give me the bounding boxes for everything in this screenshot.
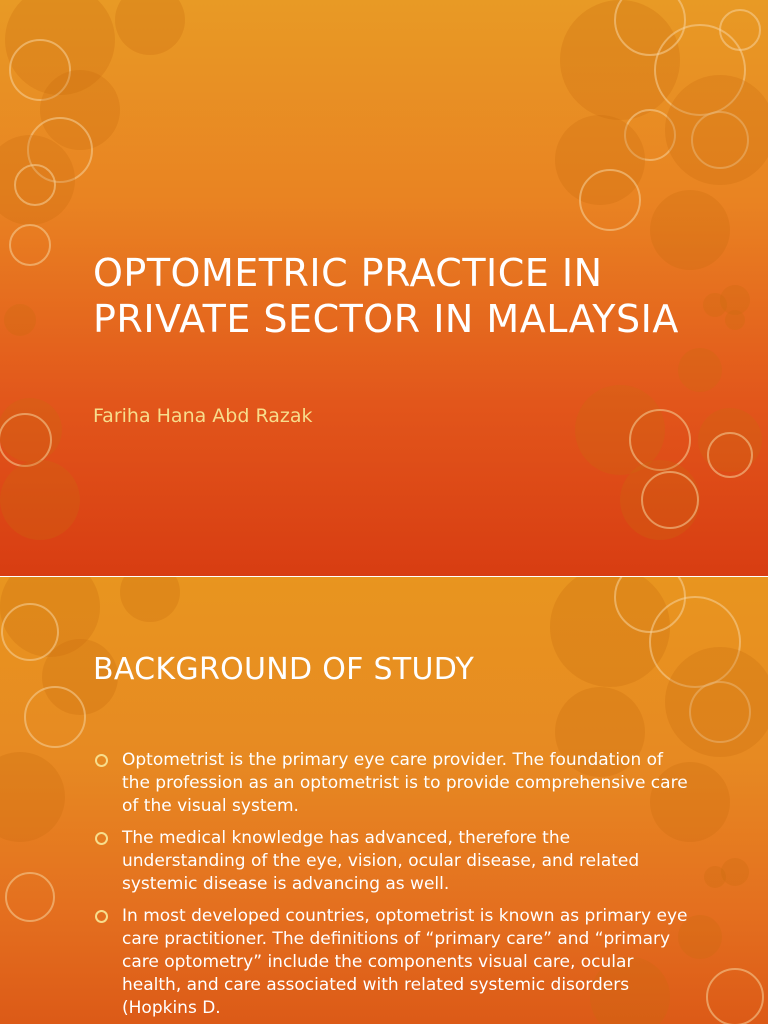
circle-bullet-icon xyxy=(95,754,108,767)
circle-bullet-icon xyxy=(95,832,108,845)
slide-subtitle: Fariha Hana Abd Razak xyxy=(93,405,313,427)
bullet-text: The medical knowledge has advanced, therefore the understanding of the eye, vision, ocular disease, and related systemic disease is advancing as well. xyxy=(122,828,640,894)
bullet-text: In most developed countries, optometrist is known as primary eye care practitioner. The definitions of “primary care” and “primary care optometry” include the components visual care, ocular health, and care associated with related systemic disorders (Hopkins D. xyxy=(122,906,688,1018)
slide-title: OPTOMETRIC PRACTICE IN PRIVATE SECTOR IN MALAYSIA xyxy=(93,251,679,341)
circle-bullet-icon xyxy=(95,910,108,923)
list-item xyxy=(93,827,693,896)
slide-heading: BACKGROUND OF STUDY xyxy=(93,652,475,687)
content-slide xyxy=(0,577,768,1024)
list-item xyxy=(93,905,693,1020)
list-item xyxy=(93,749,693,818)
bullet-list xyxy=(93,749,693,1024)
bullet-text: Optometrist is the primary eye care provider. The foundation of the profession as an optometrist is to provide comprehensive care of the visual system. xyxy=(122,750,688,816)
